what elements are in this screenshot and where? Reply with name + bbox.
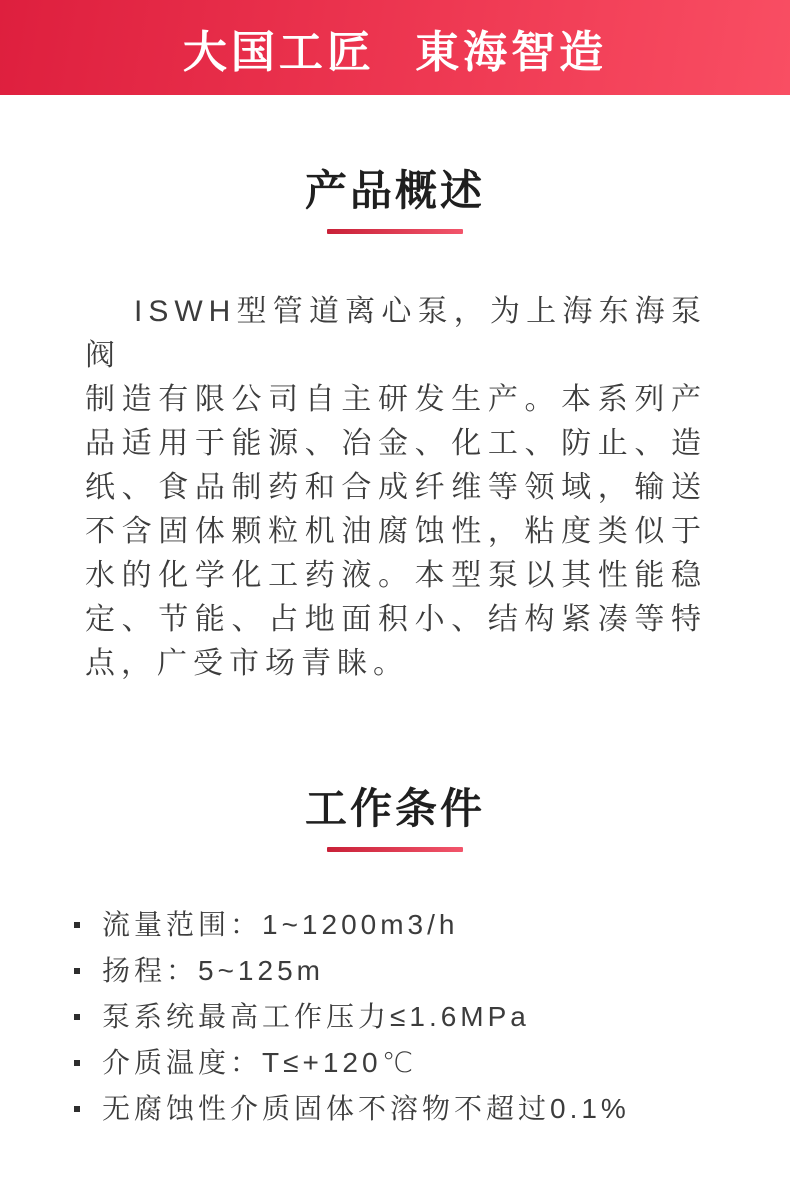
spec-text: 介质温度：T≤+120℃ (102, 1047, 417, 1078)
overview-paragraph (85, 290, 707, 686)
overview-heading: 产品概述 (304, 167, 485, 214)
spec-text: 流量范围：1~1200m3/h (102, 909, 459, 940)
paragraph-line: 不含固体颗粒机油腐蚀性，粘度类似于 (85, 515, 707, 548)
bullet-icon (74, 1106, 80, 1112)
paragraph-line: 制造有限公司自主研发生产。本系列产 (85, 383, 707, 416)
paragraph-line: 品适用于能源、冶金、化工、防止、造 (85, 427, 707, 460)
list-item (74, 1086, 720, 1132)
paragraph-line: 水的化学化工药液。本型泵以其性能稳 (85, 559, 707, 592)
list-item (74, 902, 720, 948)
conditions-heading: 工作条件 (304, 785, 485, 832)
section-conditions (0, 785, 790, 1192)
bullet-icon (74, 1014, 80, 1020)
spec-list (0, 902, 790, 1192)
section-overview (0, 167, 790, 686)
heading-underline (327, 229, 463, 234)
paragraph-line: 纸、食品制药和合成纤维等领域，输送 (85, 471, 707, 504)
heading-underline (327, 847, 463, 852)
banner (0, 0, 790, 95)
spec-text: 泵系统最高工作压力≤1.6MPa (102, 1001, 530, 1032)
paragraph-line: 定、节能、占地面积小、结构紧凑等特 (85, 603, 707, 636)
bullet-icon (74, 968, 80, 974)
list-item (74, 948, 720, 994)
paragraph-line: ISWH型管道离心泵，为上海东海泵阀 (85, 295, 707, 372)
paragraph-line: 点，广受市场青睐。 (85, 647, 409, 680)
list-item (74, 994, 720, 1040)
list-item (74, 1040, 720, 1086)
spec-text: 扬程：5~125m (102, 955, 324, 986)
bullet-icon (74, 922, 80, 928)
banner-title: 大国工匠 東海智造 (182, 27, 608, 77)
bullet-icon (74, 1060, 80, 1066)
spec-text: 无腐蚀性介质固体不溶物不超过0.1% (102, 1093, 630, 1124)
